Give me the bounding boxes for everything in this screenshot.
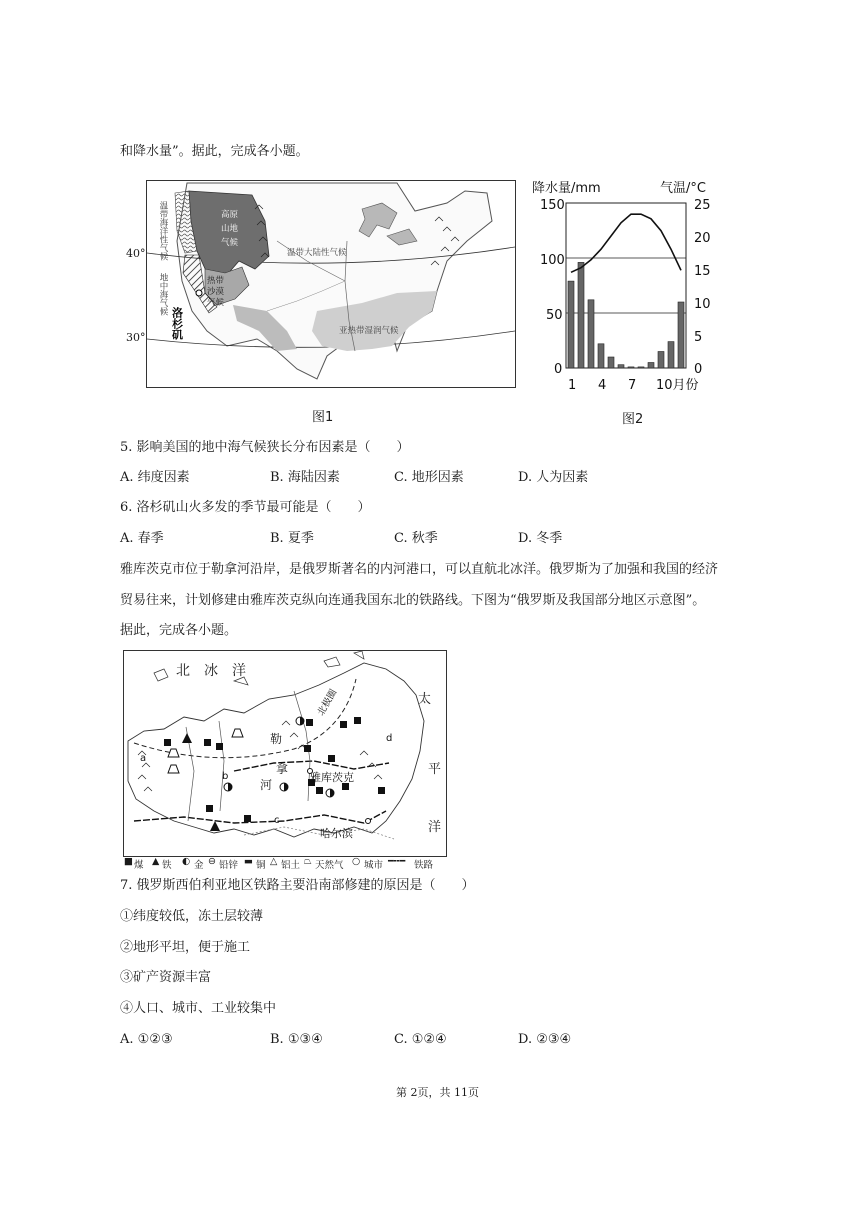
q5-stem: 5. 影响美国的地中海气候狭长分布因素是（ ） (120, 440, 410, 455)
legend-gas: 天然气 (315, 860, 344, 871)
left-tick-0: 0 (554, 362, 563, 377)
pacific-label-3: 洋 (428, 820, 442, 835)
point-d: d (386, 733, 393, 744)
y-left-title: 降水量/mm (532, 181, 601, 196)
precip-bar-6 (618, 365, 624, 368)
legend-bauxite-icon: △ (270, 856, 278, 867)
legend-copper: 铜 (256, 860, 266, 871)
us-map-svg (147, 181, 515, 387)
q6-option-a[interactable]: A. 春季 (120, 531, 164, 546)
yakutsk-label: 雅库茨克 (310, 771, 354, 784)
page-footer: 第 2页，共 11页 (396, 1086, 479, 1099)
q7-item-1: ①纬度较低，冻土层较薄 (120, 909, 264, 924)
q7-item-3: ③矿产资源丰富 (120, 970, 212, 985)
right-tick-10: 10 (694, 297, 710, 312)
legend-iron: 铁 (162, 860, 172, 871)
left-tick-100: 100 (540, 253, 565, 268)
q6-option-d[interactable]: D. 冬季 (518, 531, 563, 546)
passage-line-1: 雅库茨克市位于勒拿河沿岸，是俄罗斯著名的内河港口，可以直航北冰洋。俄罗斯为了加强和我国的经济 (120, 562, 719, 577)
right-tick-25: 25 (694, 198, 710, 213)
right-tick-20: 20 (694, 231, 710, 246)
legend-city: 城市 (364, 860, 384, 871)
right-tick-0: 0 (694, 362, 703, 377)
q6-stem: 6. 洛杉矶山火多发的季节最可能是（ ） (120, 500, 371, 515)
left-tick-150: 150 (540, 198, 565, 213)
los-angeles-dot (196, 290, 202, 296)
harbin-dot (366, 819, 371, 824)
temperature-line (571, 214, 681, 272)
passage-line-3: 据此，完成各小题。 (120, 623, 238, 638)
fig1-caption: 图1 (312, 410, 334, 425)
q6-option-b[interactable]: B. 夏季 (270, 531, 314, 546)
precip-bar-8 (638, 367, 644, 368)
lena-label-3: 河 (260, 778, 273, 792)
pacific-label-2: 平 (428, 762, 442, 777)
point-a: a (140, 753, 147, 764)
q7-item-2: ②地形平坦，便于施工 (120, 940, 251, 955)
precip-bar-5 (608, 357, 614, 368)
q5-option-b[interactable]: B. 海陆因素 (270, 470, 340, 485)
precip-bar-7 (628, 367, 634, 368)
legend-bauxite: 铝土 (281, 860, 301, 871)
us-climate-map (146, 180, 516, 388)
arctic-circle-label: 北极圈 (315, 687, 340, 718)
y-right-title: 气温/°C (660, 181, 706, 196)
q5-option-d[interactable]: D. 人为因素 (518, 470, 589, 485)
lena-label-1: 勒 (270, 732, 283, 746)
continental-label: 温带大陆性气候 (287, 248, 347, 258)
q7-option-d[interactable]: D. ②③④ (518, 1032, 572, 1047)
precip-bar-4 (598, 344, 604, 368)
legend-coal-icon: ■ (124, 856, 133, 867)
marine-label: 温带海洋性气候 (158, 201, 168, 261)
desert-label-1: 热带 (207, 276, 225, 286)
russia-map (123, 650, 447, 857)
legend-coal: 煤 (134, 860, 144, 871)
precip-bar-12 (678, 302, 684, 368)
lat-30-label: 30° (126, 331, 146, 344)
x-tick-7: 7 (628, 378, 637, 393)
fig2-caption: 图2 (622, 412, 644, 427)
harbin-label: 哈尔滨 (320, 827, 353, 840)
q7-stem: 7. 俄罗斯西伯利亚地区铁路主要沿南部修建的原因是（ ） (120, 878, 475, 893)
x-tick-10: 10月份 (656, 378, 699, 393)
legend-leadzinc: 铅锌 (219, 860, 239, 871)
precip-bar-11 (668, 342, 674, 368)
arctic-ocean-label: 北 冰 洋 (176, 663, 246, 679)
subtropical-label: 亚热带湿润气候 (339, 326, 399, 336)
desert-label-3: 气候 (207, 298, 225, 308)
legend-gas-icon: ⏢ (304, 856, 312, 867)
right-tick-5: 5 (694, 330, 703, 345)
precip-bar-2 (578, 262, 584, 368)
lena-label-2: 拿 (276, 762, 289, 776)
precip-bar-3 (588, 300, 594, 368)
x-tick-4: 4 (598, 378, 607, 393)
climate-chart-svg (526, 176, 710, 396)
map-legend (124, 856, 446, 870)
legend-gold: 金 (194, 860, 204, 871)
legend-railway-icon: ━╍━ (388, 856, 406, 867)
q7-option-c[interactable]: C. ①②④ (394, 1032, 447, 1047)
pacific-label-1: 太 (418, 692, 432, 707)
intro-text: 和降水量”。据此，完成各小题。 (120, 144, 309, 159)
climate-chart (526, 176, 710, 396)
legend-railway: 铁路 (414, 860, 434, 871)
q5-option-a[interactable]: A. 纬度因素 (120, 470, 190, 485)
passage-line-2: 贸易往来，计划修建由雅库茨克纵向连通我国东北的铁路线。下图为“俄罗斯及我国部分地区示意图”。 (120, 593, 706, 608)
point-c: c (274, 815, 280, 826)
plateau-label-2: 山地 (221, 224, 239, 234)
plateau-label-1: 高原 (221, 210, 239, 220)
legend-leadzinc-icon: ⊖ (208, 856, 216, 867)
q6-option-c[interactable]: C. 秋季 (394, 531, 438, 546)
q7-item-4: ④人口、城市、工业较集中 (120, 1001, 277, 1016)
la-label: 洛杉矶 (170, 307, 184, 340)
point-b: b (222, 771, 229, 782)
desert-label-2: 沙漠 (207, 287, 225, 297)
precip-bar-10 (658, 352, 664, 369)
mediterranean-label: 地中海气候 (158, 273, 168, 316)
q5-option-c[interactable]: C. 地形因素 (394, 470, 464, 485)
precip-bar-9 (648, 363, 654, 369)
q7-option-b[interactable]: B. ①③④ (270, 1032, 323, 1047)
russia-map-svg (124, 651, 446, 856)
legend-copper-icon: ▬ (244, 856, 253, 867)
q7-option-a[interactable]: A. ①②③ (120, 1032, 173, 1047)
plateau-label-3: 气候 (221, 238, 239, 248)
left-tick-50: 50 (546, 308, 563, 323)
legend-gold-icon: ◐ (182, 856, 191, 867)
right-tick-15: 15 (694, 264, 710, 279)
legend-city-icon: ○ (352, 856, 361, 867)
lat-40-label: 40° (126, 247, 146, 260)
precip-bar-1 (568, 281, 574, 368)
legend-iron-icon: ▲ (152, 856, 160, 867)
x-tick-1: 1 (568, 378, 577, 393)
